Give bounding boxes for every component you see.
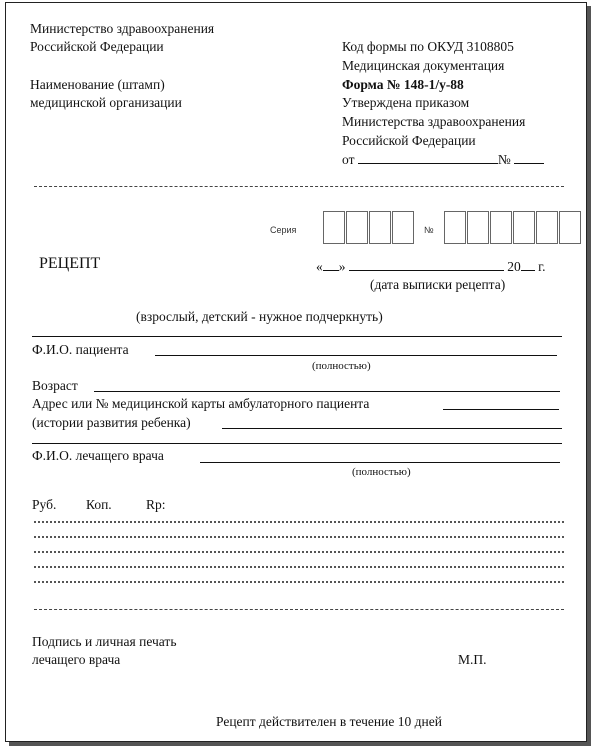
prescription-line-5[interactable] <box>34 581 564 583</box>
number-box-5[interactable] <box>536 211 558 244</box>
open-quote: « <box>316 259 323 274</box>
prescription-form <box>5 2 587 742</box>
recipe-title: РЕЦЕПТ <box>39 255 101 272</box>
patient-name-field[interactable] <box>155 355 557 356</box>
signature-line2: лечащего врача <box>32 652 121 667</box>
patient-type-note: (взрослый, детский - нужное подчеркнуть) <box>136 309 383 324</box>
month-field[interactable] <box>349 258 504 271</box>
separator-bottom <box>34 609 564 610</box>
org-stamp-line2: медицинской организации <box>30 95 182 110</box>
year-prefix: 20 <box>507 259 521 274</box>
rub-label: Руб. <box>32 497 57 512</box>
order-date-field[interactable] <box>358 151 498 164</box>
prescription-line-3[interactable] <box>34 551 564 553</box>
order-date-row <box>342 151 544 168</box>
prescription-line-1[interactable] <box>34 521 564 523</box>
approved-line2: Министерства здравоохранения <box>342 114 526 129</box>
number-box-1[interactable] <box>444 211 466 244</box>
number-box-3[interactable] <box>490 211 512 244</box>
order-number-label: № <box>497 152 511 167</box>
from-label: от <box>342 152 355 167</box>
line-top <box>32 336 562 337</box>
order-number-field[interactable] <box>514 151 544 164</box>
close-quote: » <box>338 259 346 274</box>
address-field[interactable] <box>443 409 559 410</box>
year-field[interactable] <box>521 258 535 271</box>
day-field[interactable] <box>323 258 339 271</box>
series-box-3[interactable] <box>369 211 391 244</box>
series-box-1[interactable] <box>323 211 345 244</box>
doctor-name-label: Ф.И.О. лечащего врача <box>32 448 164 463</box>
history-label: (истории развития ребенка) <box>32 415 191 430</box>
address-extra-line[interactable] <box>32 443 562 444</box>
separator-top <box>34 186 564 187</box>
stamp-place: М.П. <box>458 652 487 667</box>
age-label: Возраст <box>32 378 78 393</box>
doctor-name-field[interactable] <box>200 462 560 463</box>
prescription-line-4[interactable] <box>34 566 564 568</box>
doctor-name-hint: (полностью) <box>352 466 411 478</box>
patient-name-label: Ф.И.О. пациента <box>32 342 129 357</box>
patient-name-hint: (полностью) <box>312 360 371 372</box>
age-field[interactable] <box>94 391 560 392</box>
medical-documentation: Медицинская документация <box>342 58 505 73</box>
signature-line1: Подпись и личная печать <box>32 634 177 649</box>
history-field[interactable] <box>222 428 562 429</box>
ministry-line2: Российской Федерации <box>30 39 164 54</box>
approved-line3: Российской Федерации <box>342 133 476 148</box>
kop-label: Коп. <box>86 497 112 512</box>
okud-code: Код формы по ОКУД 3108805 <box>342 39 514 54</box>
form-number: Форма № 148-1/у-88 <box>342 77 464 92</box>
ministry-line1: Министерство здравоохранения <box>30 21 215 36</box>
number-box-6[interactable] <box>559 211 581 244</box>
series-box-4[interactable] <box>392 211 414 244</box>
address-label: Адрес или № медицинской карты амбулаторного пациента <box>32 396 370 411</box>
number-box-4[interactable] <box>513 211 535 244</box>
approved-line1: Утверждена приказом <box>342 95 470 110</box>
issue-date-caption: (дата выписки рецепта) <box>370 277 506 292</box>
number-sign: № <box>424 225 434 235</box>
series-box-2[interactable] <box>346 211 368 244</box>
series-label: Серия <box>270 225 297 235</box>
prescription-line-2[interactable] <box>34 536 564 538</box>
org-stamp-line1: Наименование (штамп) <box>30 77 165 92</box>
number-box-2[interactable] <box>467 211 489 244</box>
issue-date-row <box>316 258 546 275</box>
validity-note: Рецепт действителен в течение 10 дней <box>216 714 442 729</box>
rp-label: Rp: <box>146 497 166 512</box>
year-suffix: г. <box>538 259 546 274</box>
